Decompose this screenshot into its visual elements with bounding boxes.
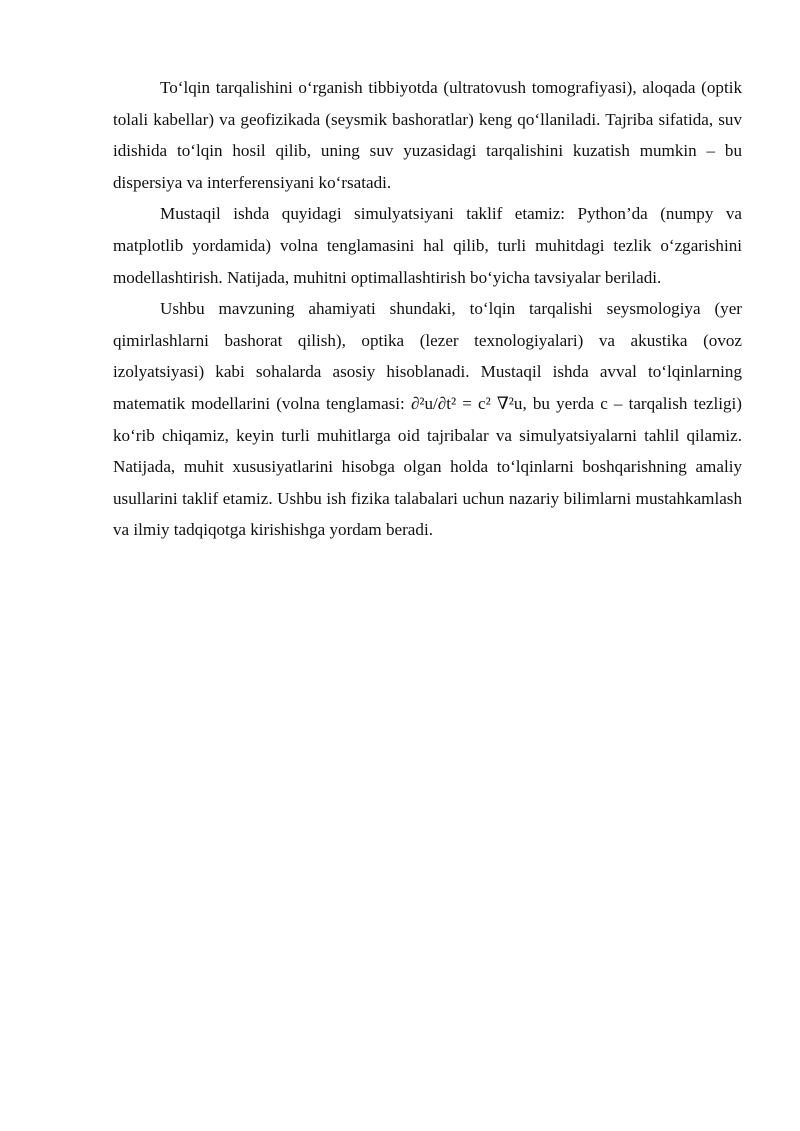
paragraph-simulation: Mustaqil ishda quyidagi simulyatsiyani taklif etamiz: Python’da (numpy va matplotlib yordamida) volna tenglamasini hal qilib, turli muhitdagi tezlik o‘zgarishini modellashtirish. Natijada, muhitni optimallashtirish bo‘yicha tavsiyalar beriladi.: [113, 204, 742, 287]
paragraph-applications: To‘lqin tarqalishini o‘rganish tibbiyotda (ultratovush tomografiyasi), aloqada (optik tolali kabellar) va geofizikada (seysmik bashoratlar) keng qo‘llaniladi. Tajriba sifatida, suv idishida to‘lqin hosil qilib, uning suv yuzasidagi tarqalishini kuzatish mumkin – bu dispersiya va interferensiyani ko‘rsatadi.: [113, 78, 742, 192]
document-body: [113, 72, 742, 546]
paragraph-significance: Ushbu mavzuning ahamiyati shundaki, to‘lqin tarqalishi seysmologiya (yer qimirlashlarni bashorat qilish), optika (lezer texnologiyalari) va akustika (ovoz izolyatsiyasi) kabi sohalarda asosiy hisoblanadi. Mustaqil ishda avval to‘lqinlarning matematik modellarini (volna tenglamasi: ∂²u/∂t² = c² ∇²u, bu yerda c – tarqalish tezligi) ko‘rib chiqamiz, keyin turli muhitlarga oid tajribalar va simulyatsiyalarni tahlil qilamiz. Natijada, muhit xususiyatlarini hisobga olgan holda to‘lqinlarni boshqarishning amaliy usullarini taklif etamiz. Ushbu ish fizika talabalari uchun nazariy bilimlarni mustahkamlash va ilmiy tadqiqotga kirishishga yordam beradi.: [113, 299, 742, 540]
